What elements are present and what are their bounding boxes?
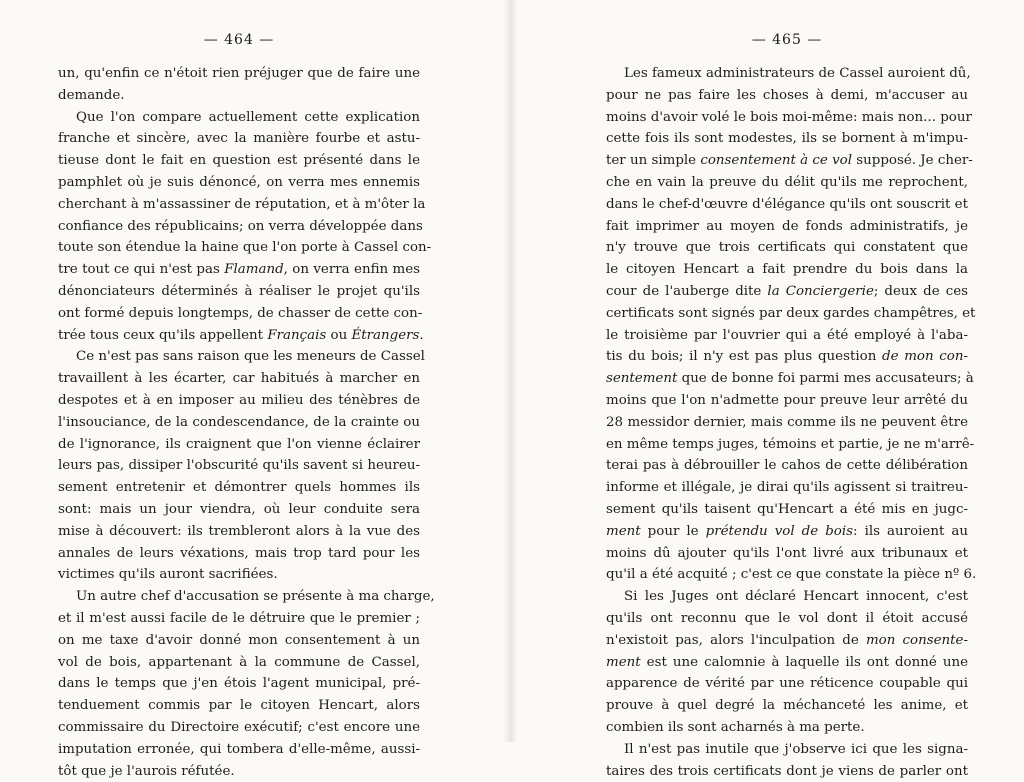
text-line: travaillent à les écarter, car habitués à marcher en [58,368,420,390]
text-line: dans le chef-d'œuvre d'élégance qu'ils ont souscrit et [606,194,968,216]
text-line: dénonciateurs déterminés à réaliser le projet qu'ils [58,281,420,303]
text-line: Si les Juges ont déclaré Hencart innocent, c'est [606,586,968,608]
text-line: victimes qu'ils auront sacrifiées. [58,564,420,586]
text-line: vol de bois, appartenant à la commune de Cassel, [58,652,420,674]
text-line: franche et sincère, avec la manière fourbe et astu- [58,128,420,150]
right-page [606,0,968,742]
text-line: sement qu'ils taisent qu'Hencart a été mis en jugc- [606,499,968,521]
text-line: cherchant à m'assassiner de réputation, et à m'ôter la [58,194,420,216]
page-number-right: — 465 — [606,32,968,48]
text-line: pamphlet où je suis dénoncé, on verra mes ennemis [58,172,420,194]
text-line: qu'il a été acquité ; c'est ce que constate la pièce nº 6. [606,564,968,586]
text-line: tre tout ce qui n'est pas Flamand, on verra enfin mes [58,259,420,281]
text-line: tieuse dont le fait en question est présenté dans le [58,150,420,172]
text-line: moins d'avoir volé le bois moi-même: mais non... pour [606,107,968,129]
text-line: Les fameux administrateurs de Cassel auroient dû, [606,63,968,85]
text-line: sement entretenir et démontrer quels hommes ils [58,477,420,499]
text-line: de l'ignorance, ils craignent que l'on vienne éclairer [58,434,420,456]
text-line: pour ne pas faire les choses à demi, m'accuser au [606,85,968,107]
text-line: ment pour le prétendu vol de bois: ils auroient au [606,521,968,543]
text-line: sentement que de bonne foi parmi mes accusateurs; à [606,368,968,390]
text-line: commissaire du Directoire exécutif; c'est encore une [58,717,420,739]
text-line: cette fois ils sont modestes, ils se bornent à m'impu- [606,128,968,150]
text-line: imputation erronée, qui tombera d'elle-même, aussi- [58,739,420,761]
text-line: et il m'est aussi facile de le détruire que le premier ; [58,608,420,630]
text-line: tôt que je l'aurois réfutée. [58,761,420,782]
text-line: moins que l'on n'admette pour preuve leur arrêté du [606,390,968,412]
text-line: prouve à quel degré la méchanceté les anime, et [606,695,968,717]
right-page-text [606,63,968,782]
text-line: tenduement commis par le citoyen Hencart, alors [58,695,420,717]
text-line: leurs pas, dissiper l'obscurité qu'ils savent si heureu- [58,455,420,477]
page-number-left: — 464 — [58,32,420,48]
text-line: che en vain la preuve du délit qu'ils me reprochent, [606,172,968,194]
text-line: qu'ils ont reconnu que le vol dont il étoit accusé [606,608,968,630]
text-line: certificats sont signés par deux gardes champêtres, et [606,303,968,325]
text-line: terai pas à débrouiller le cahos de cette délibération [606,455,968,477]
text-line: moins dû ajouter qu'ils l'ont livré aux tribunaux et [606,543,968,565]
text-line: en même temps juges, témoins et partie, je ne m'arrê- [606,434,968,456]
text-line: un, qu'enfin ce n'étoit rien préjuger que de faire une [58,63,420,85]
left-page-text [58,63,420,782]
text-line: dans le temps que j'en étois l'agent municipal, pré- [58,673,420,695]
text-line: mise à découvert: ils trembleront alors à la vue des [58,521,420,543]
text-line: Que l'on compare actuellement cette explication [58,107,420,129]
text-line: informe et illégale, je dirai qu'ils agissent si traitreu- [606,477,968,499]
text-line: ter un simple consentement à ce vol supposé. Je cher- [606,150,968,172]
text-line: apparence de vérité par une réticence coupable qui [606,673,968,695]
text-line: despotes et à en imposer au milieu des ténèbres de [58,390,420,412]
text-line: Ce n'est pas sans raison que les meneurs de Cassel [58,346,420,368]
text-line: combien ils sont acharnés à ma perte. [606,717,968,739]
text-line: tis du bois; il n'y est pas plus question de mon con- [606,346,968,368]
text-line: ment est une calomnie à laquelle ils ont donné une [606,652,968,674]
text-line: Un autre chef d'accusation se présente à ma charge, [58,586,420,608]
text-line: trée tous ceux qu'ils appellent Français ou Étrangers. [58,325,420,347]
text-line: on me taxe d'avoir donné mon consentement à un [58,630,420,652]
text-line: annales de leurs véxations, mais trop tard pour les [58,543,420,565]
text-line: le citoyen Hencart a fait prendre du bois dans la [606,259,968,281]
text-line: Il n'est pas inutile que j'observe ici que les signa- [606,739,968,761]
book-gutter [503,0,517,742]
left-page [58,0,420,742]
text-line: taires des trois certificats dont je viens de parler ont [606,761,968,782]
text-line: l'insouciance, de la condescendance, de la crainte ou [58,412,420,434]
text-line: toute son étendue la haine que l'on porte à Cassel con- [58,237,420,259]
text-line: n'y trouve que trois certificats qui constatent que [606,237,968,259]
text-line: ont formé depuis longtemps, de chasser de cette con- [58,303,420,325]
text-line: fait imprimer au moyen de fonds administratifs, je [606,216,968,238]
text-line: 28 messidor dernier, mais comme ils ne peuvent être [606,412,968,434]
text-line: sont: mais un jour viendra, où leur conduite sera [58,499,420,521]
text-line: n'existoit pas, alors l'inculpation de mon consente- [606,630,968,652]
text-line: le troisième par l'ouvrier qui a été employé à l'aba- [606,325,968,347]
text-line: cour de l'auberge dite la Conciergerie; deux de ces [606,281,968,303]
text-line: confiance des républicains; on verra développée dans [58,216,420,238]
text-line: demande. [58,85,420,107]
